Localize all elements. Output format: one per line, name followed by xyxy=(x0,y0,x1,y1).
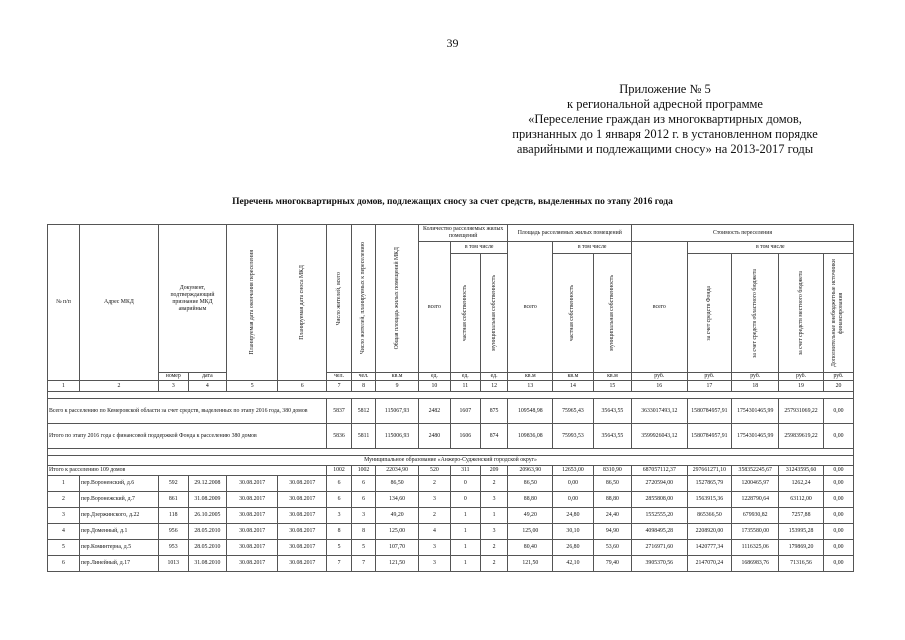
table-cell: 2855808,00 xyxy=(632,492,687,508)
hdr-planned-demolish: Планируемая дата сноса МКД xyxy=(298,265,305,340)
table-cell: 80,40 xyxy=(508,540,553,556)
summary-value: 115006,93 xyxy=(376,424,419,449)
table-cell: 2 xyxy=(480,476,508,492)
table-cell: 7257,88 xyxy=(779,508,824,524)
table-cell: 28.05.2010 xyxy=(188,540,226,556)
subtotal-value: 31243595,60 xyxy=(779,466,824,476)
table-cell: 6 xyxy=(327,492,352,508)
table-cell: 1552555,20 xyxy=(632,508,687,524)
hdr-extra: Дополнительные внебюджетные источники финансирования xyxy=(831,259,845,367)
subtotal-value: 311 xyxy=(450,466,480,476)
page-number: 39 xyxy=(446,36,459,50)
table-cell: 1013 xyxy=(158,556,188,572)
appendix-line-5: аварийными и подлежащими сносу» на 2013-2017 годы xyxy=(516,142,814,156)
column-number: 14 xyxy=(553,381,594,392)
table-cell: 1228790,64 xyxy=(732,492,779,508)
hdr-qty-municipal-cell xyxy=(480,254,508,373)
column-number: 10 xyxy=(418,381,450,392)
table-cell: 125,00 xyxy=(376,524,419,540)
table-row xyxy=(48,476,854,492)
table-cell: 6 xyxy=(48,556,80,572)
table-cell: 956 xyxy=(158,524,188,540)
table-cell: 1 xyxy=(480,508,508,524)
table-cell: 30.08.2017 xyxy=(278,524,327,540)
table-cell: 0,00 xyxy=(823,508,853,524)
table-cell: 1 xyxy=(450,508,480,524)
summary-value: 109836,08 xyxy=(508,424,553,449)
summary-value: 75993,53 xyxy=(553,424,594,449)
table-cell: 30.08.2017 xyxy=(227,476,278,492)
table-cell: 2 xyxy=(48,492,80,508)
table-cell: 0,00 xyxy=(823,556,853,572)
spacer-row xyxy=(48,449,854,456)
column-number: 3 xyxy=(158,381,188,392)
hdr-residents-planned-cell xyxy=(351,225,376,373)
summary-value: 2482 xyxy=(418,399,450,424)
summary-label: Всего к расселению по Кемеровской области за счет средств, выделенных по этапу 2016 года, 380 домов xyxy=(48,399,327,424)
hdr-fund-cell xyxy=(687,254,732,373)
column-number: 1 xyxy=(48,381,80,392)
table-cell: 6 xyxy=(327,476,352,492)
table-cell: 30.08.2017 xyxy=(278,556,327,572)
table-cell: 6 xyxy=(351,492,376,508)
table-cell: 0,00 xyxy=(823,492,853,508)
table-cell: 121,50 xyxy=(376,556,419,572)
unit-cell: ед. xyxy=(418,373,450,381)
hdr-total-area-cell xyxy=(376,225,419,373)
hdr-address: Адрес МКД xyxy=(79,225,158,381)
appendix-line-2: к региональной адресной программе xyxy=(567,97,763,111)
subtotal-value: 358352245,67 xyxy=(732,466,779,476)
column-number: 5 xyxy=(227,381,278,392)
table-cell: 31.08.2010 xyxy=(188,556,226,572)
unit-cell: руб. xyxy=(732,373,779,381)
table-cell: 3 xyxy=(48,508,80,524)
table-cell: 42,10 xyxy=(553,556,594,572)
table-cell: 2720594,00 xyxy=(632,476,687,492)
hdr-area-private: частная собственность xyxy=(569,284,576,342)
subtotal-row xyxy=(48,466,854,476)
table-cell: 1735580,00 xyxy=(732,524,779,540)
address-cell: пер.Воронежский, д.7 xyxy=(79,492,158,508)
column-number: 17 xyxy=(687,381,732,392)
table-cell: 6 xyxy=(351,476,376,492)
summary-value: 1607 xyxy=(450,399,480,424)
summary-value: 5836 xyxy=(327,424,352,449)
column-number: 16 xyxy=(632,381,687,392)
unit-cell: кв.м xyxy=(376,373,419,381)
table-cell: 679930,82 xyxy=(732,508,779,524)
table-cell: 30.08.2017 xyxy=(278,508,327,524)
table-cell: 30.08.2017 xyxy=(278,492,327,508)
unit-cell: чел. xyxy=(351,373,376,381)
summary-value: 5812 xyxy=(351,399,376,424)
summary-value: 0,00 xyxy=(823,399,853,424)
list-title: Перечень многоквартирных домов, подлежащих сносу за счет средств, выделенных по этапу 2016 года xyxy=(232,197,673,207)
summary-row xyxy=(48,424,854,449)
subtotal-value: 8310,90 xyxy=(593,466,631,476)
column-number: 7 xyxy=(327,381,352,392)
column-number: 4 xyxy=(188,381,226,392)
hdr-doc-date: дата xyxy=(188,373,226,381)
summary-value: 1580784957,91 xyxy=(687,424,732,449)
summary-value: 35643,55 xyxy=(593,399,631,424)
subtotal-value: 1002 xyxy=(351,466,376,476)
hdr-area-incl: в том числе xyxy=(553,242,632,254)
address-cell: пер.Дзержинского, д.22 xyxy=(79,508,158,524)
summary-value: 5811 xyxy=(351,424,376,449)
table-cell: 865366,50 xyxy=(687,508,732,524)
hdr-residents-cell xyxy=(327,225,352,373)
column-number: 13 xyxy=(508,381,553,392)
table-cell: 8 xyxy=(327,524,352,540)
summary-value: 3599926043,12 xyxy=(632,424,687,449)
hdr-area-private-cell xyxy=(553,254,594,373)
table-cell: 125,00 xyxy=(508,524,553,540)
table-cell: 79,40 xyxy=(593,556,631,572)
summary-value: 109548,98 xyxy=(508,399,553,424)
unit-cell: руб. xyxy=(823,373,853,381)
table-row xyxy=(48,556,854,572)
table-cell: 1 xyxy=(48,476,80,492)
column-number: 19 xyxy=(779,381,824,392)
appendix-line-4: признанных до 1 января 2012 г. в установленном порядке xyxy=(512,127,818,141)
subtotal-value: 0,00 xyxy=(823,466,853,476)
hdr-residents: Число жителей, всего xyxy=(335,271,342,326)
table-cell: 3 xyxy=(418,556,450,572)
hdr-cost-total: всего xyxy=(632,242,687,373)
hdr-planned-demolish-cell xyxy=(278,225,327,381)
unit-cell: ед. xyxy=(480,373,508,381)
summary-value: 3633017493,12 xyxy=(632,399,687,424)
table-cell: 0,00 xyxy=(823,524,853,540)
table-cell: 1686983,76 xyxy=(732,556,779,572)
column-number-row xyxy=(48,381,854,392)
subtotal-value: 12653,00 xyxy=(553,466,594,476)
table-cell: 30.08.2017 xyxy=(227,508,278,524)
table-cell: 31.08.2009 xyxy=(188,492,226,508)
hdr-area-group: Площадь расселяемых жилых помещений xyxy=(508,225,632,242)
subtotal-label: Итого к расселению 109 домов xyxy=(48,466,327,476)
table-body xyxy=(48,381,854,572)
table-cell: 49,20 xyxy=(508,508,553,524)
column-number: 20 xyxy=(823,381,853,392)
table-row xyxy=(48,492,854,508)
summary-value: 75965,43 xyxy=(553,399,594,424)
subtotal-value: 687057112,37 xyxy=(632,466,687,476)
table-cell: 2716971,60 xyxy=(632,540,687,556)
table-cell: 2208920,00 xyxy=(687,524,732,540)
table-cell: 3 xyxy=(327,508,352,524)
table-cell: 0,00 xyxy=(553,492,594,508)
hdr-fund: за счет средств Фонда xyxy=(705,285,712,341)
hdr-qty-private: частная собственность xyxy=(461,284,468,342)
summary-value: 1580784957,91 xyxy=(687,399,732,424)
hdr-cost-incl: в том числе xyxy=(687,242,853,254)
table-cell: 8 xyxy=(351,524,376,540)
table-cell: 30.08.2017 xyxy=(278,476,327,492)
table-cell: 953 xyxy=(158,540,188,556)
column-number: 8 xyxy=(351,381,376,392)
appendix-heading xyxy=(430,82,900,157)
table-cell: 1 xyxy=(450,524,480,540)
column-number: 12 xyxy=(480,381,508,392)
table-cell: 86,50 xyxy=(593,476,631,492)
table-cell: 2147070,24 xyxy=(687,556,732,572)
summary-value: 5837 xyxy=(327,399,352,424)
table-cell: 26,80 xyxy=(553,540,594,556)
hdr-qty-group: Количество расселяемых жилых помещений xyxy=(418,225,508,242)
municipality-name: Муниципальное образование «Анжеро-Судженский городской округ» xyxy=(48,456,854,466)
table-cell: 88,80 xyxy=(508,492,553,508)
summary-value: 875 xyxy=(480,399,508,424)
table-cell: 1420777,34 xyxy=(687,540,732,556)
table-cell: 2 xyxy=(418,476,450,492)
table-cell: 861 xyxy=(158,492,188,508)
summary-value: 1754301465,99 xyxy=(732,424,779,449)
hdr-regional-cell xyxy=(732,254,779,373)
table-cell: 3 xyxy=(480,524,508,540)
table-cell: 7 xyxy=(327,556,352,572)
table-cell: 5 xyxy=(327,540,352,556)
table-cell: 0,00 xyxy=(823,476,853,492)
table-cell: 86,50 xyxy=(376,476,419,492)
unit-cell: кв.м xyxy=(593,373,631,381)
table-cell: 4 xyxy=(48,524,80,540)
table-cell: 88,80 xyxy=(593,492,631,508)
table-header xyxy=(48,225,854,381)
table-cell: 1200465,97 xyxy=(732,476,779,492)
hdr-qty-private-cell xyxy=(450,254,480,373)
hdr-doc-number: номер xyxy=(158,373,188,381)
table-cell: 28.05.2010 xyxy=(188,524,226,540)
hdr-cost-group: Стоимость переселения xyxy=(632,225,854,242)
table-cell: 3 xyxy=(480,492,508,508)
subtotal-value: 209 xyxy=(480,466,508,476)
table-cell: 26.10.2005 xyxy=(188,508,226,524)
hdr-planned-end-cell xyxy=(227,225,278,381)
table-cell: 1527865,79 xyxy=(687,476,732,492)
table-cell: 24,40 xyxy=(593,508,631,524)
column-number: 2 xyxy=(79,381,158,392)
table-cell: 53,60 xyxy=(593,540,631,556)
hdr-extra-cell xyxy=(823,254,853,373)
subtotal-value: 20963,90 xyxy=(508,466,553,476)
table-cell: 2 xyxy=(480,556,508,572)
hdr-area-municipal-cell xyxy=(593,254,631,373)
summary-value: 2480 xyxy=(418,424,450,449)
column-number: 18 xyxy=(732,381,779,392)
table-cell: 4098495,28 xyxy=(632,524,687,540)
summary-value: 1754301465,99 xyxy=(732,399,779,424)
unit-cell: руб. xyxy=(632,373,687,381)
table-cell: 1262,24 xyxy=(779,476,824,492)
table-cell: 71316,56 xyxy=(779,556,824,572)
address-cell: пер.Коминтерна, д.5 xyxy=(79,540,158,556)
table-cell: 592 xyxy=(158,476,188,492)
unit-cell: кв.м xyxy=(553,373,594,381)
column-number: 9 xyxy=(376,381,419,392)
summary-label: Итого по этапу 2016 года с финансовой поддержкой Фонда к расселению 380 домов xyxy=(48,424,327,449)
subtotal-value: 1002 xyxy=(327,466,352,476)
table-cell: 29.12.2008 xyxy=(188,476,226,492)
table-cell: 2 xyxy=(480,540,508,556)
address-cell: пер.Доменный, д.1 xyxy=(79,524,158,540)
table-cell: 63112,00 xyxy=(779,492,824,508)
hdr-area-total: всего xyxy=(508,242,553,373)
hdr-qty-total: всего xyxy=(418,242,450,373)
spacer-cell xyxy=(48,449,854,456)
table-cell: 3 xyxy=(418,540,450,556)
table-row xyxy=(48,524,854,540)
table-cell: 94,90 xyxy=(593,524,631,540)
table-row xyxy=(48,540,854,556)
hdr-residents-planned: Число жителей, планируемых к переселению xyxy=(360,242,367,355)
table-cell: 1116325,06 xyxy=(732,540,779,556)
spacer-row xyxy=(48,392,854,399)
summary-value: 35643,55 xyxy=(593,424,631,449)
table-cell: 7 xyxy=(351,556,376,572)
table-cell: 1563915,36 xyxy=(687,492,732,508)
table-cell: 0 xyxy=(450,492,480,508)
summary-row xyxy=(48,399,854,424)
unit-cell: кв.м xyxy=(508,373,553,381)
table-cell: 134,60 xyxy=(376,492,419,508)
hdr-total-area: Общая площадь жилых помещений МКД xyxy=(393,247,400,350)
table-cell: 30.08.2017 xyxy=(227,556,278,572)
appendix-line-3: «Переселение граждан из многоквартирных домов, xyxy=(528,112,802,126)
summary-value: 874 xyxy=(480,424,508,449)
appendix-line-1: Приложение № 5 xyxy=(619,82,711,96)
hdr-area-municipal: муниципальная собственность xyxy=(608,275,615,351)
summary-value: 0,00 xyxy=(823,424,853,449)
table-cell: 30.08.2017 xyxy=(227,492,278,508)
unit-cell: руб. xyxy=(779,373,824,381)
spacer-cell xyxy=(48,392,854,399)
hdr-planned-end: Планируемая дата окончания переселения xyxy=(248,250,255,355)
unit-cell: чел. xyxy=(327,373,352,381)
hdr-regional: за счет средств областного бюджета xyxy=(751,268,758,358)
column-number: 15 xyxy=(593,381,631,392)
table-cell: 30.08.2017 xyxy=(227,540,278,556)
summary-value: 259839619,22 xyxy=(779,424,824,449)
summary-value: 257931069,22 xyxy=(779,399,824,424)
address-cell: пер.Вороненский, д.6 xyxy=(79,476,158,492)
hdr-qty-municipal: муниципальная собственность xyxy=(490,275,497,351)
table-cell: 30,10 xyxy=(553,524,594,540)
table-cell: 5 xyxy=(351,540,376,556)
municipality-row xyxy=(48,456,854,466)
table-cell: 3 xyxy=(418,492,450,508)
houses-table xyxy=(47,224,854,572)
hdr-num: № п/п xyxy=(48,225,80,381)
hdr-qty-incl: в том числе xyxy=(450,242,508,254)
column-number: 6 xyxy=(278,381,327,392)
table-cell: 3905370,56 xyxy=(632,556,687,572)
table-cell: 0 xyxy=(450,476,480,492)
subtotal-value: 22034,90 xyxy=(376,466,419,476)
table-cell: 4 xyxy=(418,524,450,540)
summary-value: 115067,93 xyxy=(376,399,419,424)
table-cell: 121,50 xyxy=(508,556,553,572)
table-cell: 0,00 xyxy=(553,476,594,492)
table-cell: 1 xyxy=(450,540,480,556)
table-cell: 0,00 xyxy=(823,540,853,556)
table-cell: 1 xyxy=(450,556,480,572)
table-cell: 107,70 xyxy=(376,540,419,556)
table-cell: 153995,28 xyxy=(779,524,824,540)
table-cell: 5 xyxy=(48,540,80,556)
hdr-document: Документ, подтверждающий признание МКД аварийным xyxy=(158,225,226,373)
table-cell: 49,20 xyxy=(376,508,419,524)
table-cell: 3 xyxy=(351,508,376,524)
table-cell: 86,50 xyxy=(508,476,553,492)
table-cell: 179869,20 xyxy=(779,540,824,556)
table-cell: 2 xyxy=(418,508,450,524)
table-cell: 24,80 xyxy=(553,508,594,524)
subtotal-value: 297661271,10 xyxy=(687,466,732,476)
hdr-local-cell xyxy=(779,254,824,373)
table-row xyxy=(48,508,854,524)
address-cell: пер.Линейный, д.17 xyxy=(79,556,158,572)
subtotal-value: 520 xyxy=(418,466,450,476)
table-cell: 118 xyxy=(158,508,188,524)
unit-cell: ед. xyxy=(450,373,480,381)
table-cell: 30.08.2017 xyxy=(278,540,327,556)
summary-value: 1606 xyxy=(450,424,480,449)
unit-cell: руб. xyxy=(687,373,732,381)
table-cell: 30.08.2017 xyxy=(227,524,278,540)
hdr-local: за счет средств местного бюджета xyxy=(797,270,804,356)
column-number: 11 xyxy=(450,381,480,392)
